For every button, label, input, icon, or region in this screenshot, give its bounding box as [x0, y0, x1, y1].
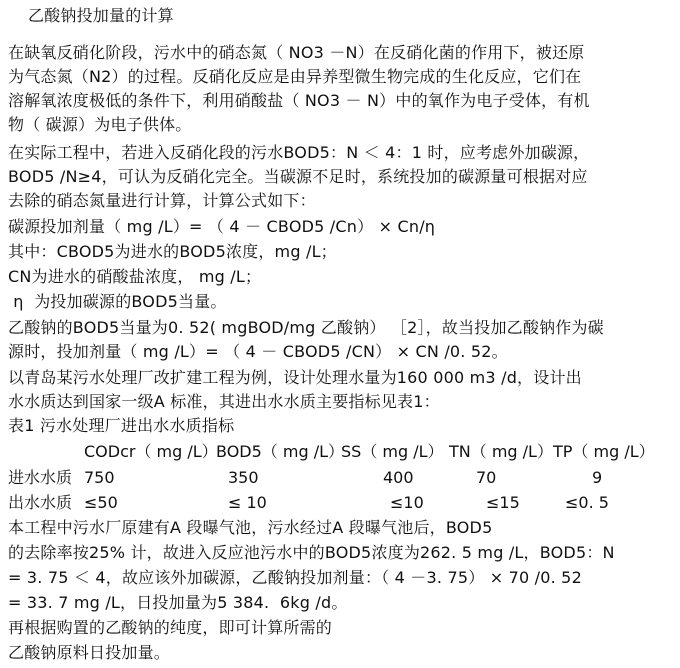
table-cell: ≤10 — [390, 493, 424, 512]
paragraph-line: 源时，投加剂量（ mg /L）= （ 4 － CBOD5 /CN） × CN /0. 52。 — [8, 342, 508, 361]
table-cell: 350 — [228, 468, 259, 487]
paragraph-line: 乙酸钠原料日投加量。 — [8, 643, 171, 662]
table-row-label: 出水水质 — [8, 493, 73, 512]
paragraph-line: = 33. 7 mg /L，日投加量为5 384. 6kg /d。 — [8, 593, 348, 612]
table-cell: 400 — [383, 468, 414, 487]
table-cell: 9 — [592, 468, 603, 487]
paragraph-line: 本工程中污水厂原建有A 段曝气池，污水经过A 段曝气池后，BOD5 — [8, 518, 493, 537]
paragraph-line: 溶解氧浓度极低的条件下，利用硝酸盐（ NO3 － N）中的氧作为电子受体，有机 — [8, 91, 590, 110]
paragraph-line: CN为进水的硝酸盐浓度， mg /L； — [8, 267, 262, 286]
paragraph-line: 物（ 碳源）为电子供体。 — [8, 115, 192, 134]
table-cell: ≤ 10 — [228, 493, 267, 512]
paragraph-line: 以青岛某污水处理厂改扩建工程为例，设计处理水量为160 000 m3 /d，设计出 — [8, 368, 582, 387]
paragraph-line: 再根据购置的乙酸钠的纯度，即可计算所需的 — [8, 618, 333, 637]
paragraph-line: 在实际工程中，若进入反硝化段的污水BOD5：N ＜ 4：1 时，应考虑外加碳源， — [8, 143, 590, 162]
table-cell: ≤15 — [486, 493, 520, 512]
paragraph-line: 去除的硝态氮量进行计算，计算公式如下： — [8, 191, 316, 210]
table-cell: 750 — [84, 468, 115, 487]
paragraph-line: = 3. 75 ＜ 4，故应该外加碳源，乙酸钠投加剂量：（ 4 －3. 75） × 70 /0. 52 — [8, 568, 582, 587]
table-cell: ≤50 — [84, 493, 118, 512]
formula-line: 碳源投加剂量（ mg /L）= （ 4 － CBOD5 /Cn） × Cn/η — [8, 217, 436, 236]
table-header-cell: BOD5（ mg /L） — [216, 442, 345, 461]
table-cell: ≤0. 5 — [565, 493, 609, 512]
table-row-label: 进水水质 — [8, 468, 73, 487]
paragraph-line: 在缺氧反硝化阶段，污水中的硝态氮（ NO3 －N）在反硝化菌的作用下，被还原 — [8, 43, 585, 62]
paragraph-line: η 为投加碳源的BOD5当量。 — [8, 292, 227, 311]
paragraph-line: 乙酸钠的BOD5当量为0. 52( mgBOD/mg 乙酸钠） ［2］，故当投加乙酸钠作为碳 — [8, 318, 604, 337]
paragraph-line: 的去除率按25% 计，故进入反应池污水中的BOD5浓度为262. 5 mg /L，BOD5：N — [8, 543, 615, 562]
table-header-cell: TN（ mg /L） — [449, 442, 553, 461]
paragraph-line: 为气态氮（N2）的过程。反硝化反应是由异养型微生物完成的生化反应，它们在 — [8, 67, 582, 86]
table-header-cell: CODcr（ mg /L） — [84, 442, 218, 461]
table-header-cell: TP（ mg /L） — [553, 442, 655, 461]
paragraph-line: BOD5 /N≥4，可认为反硝化完全。当碳源不足时，系统投加的碳源量可根据对应 — [8, 167, 588, 186]
paragraph-line: 水水质达到国家一级A 标准，其进出水水质主要指标见表1： — [8, 392, 440, 411]
paragraph-line: 其中：CBOD5为进水的BOD5浓度，mg /L； — [8, 242, 337, 261]
table-cell: 70 — [476, 468, 497, 487]
doc-title: 乙酸钠投加量的计算 — [28, 6, 174, 25]
table-caption: 表1 污水处理厂进出水水质指标 — [8, 416, 235, 435]
table-header-cell: SS（ mg /L） — [341, 442, 444, 461]
